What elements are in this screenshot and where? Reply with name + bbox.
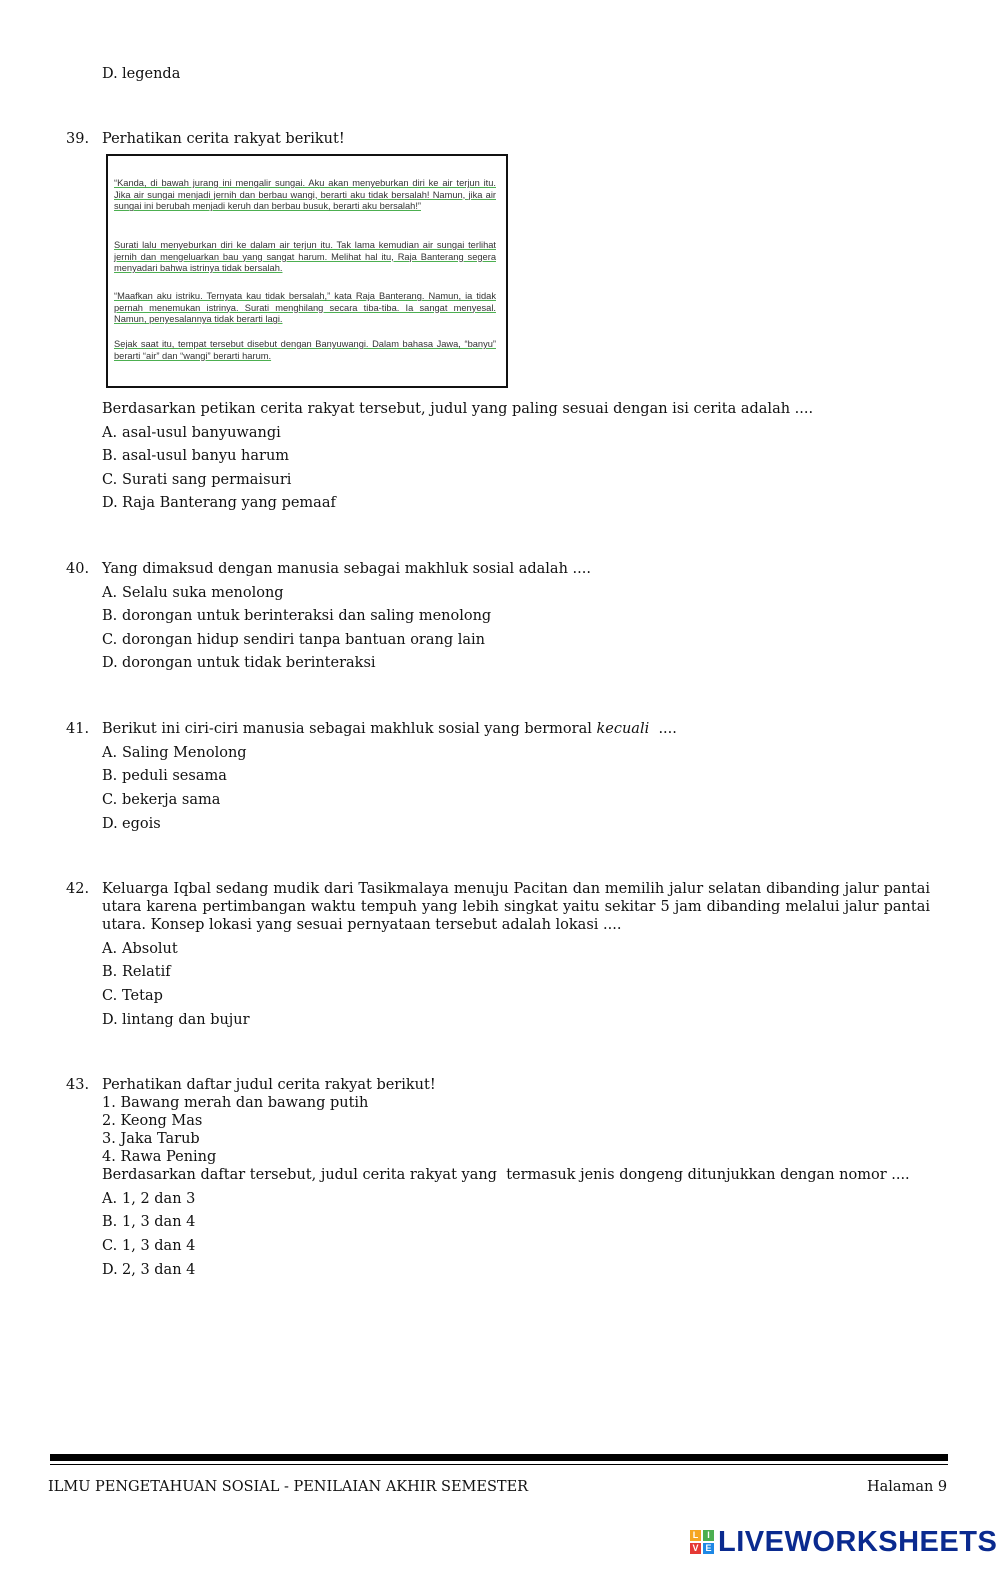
- footer-divider-thin: [50, 1464, 948, 1465]
- q43-list-item: 2. Keong Mas: [102, 1113, 203, 1129]
- q41-option-a[interactable]: A. Saling Menolong: [102, 745, 247, 761]
- q43-option-c[interactable]: C. 1, 3 dan 4: [102, 1238, 196, 1254]
- q43-option-a[interactable]: A. 1, 2 dan 3: [102, 1191, 196, 1207]
- q43-option-b[interactable]: B. 1, 3 dan 4: [102, 1214, 196, 1230]
- footer-subject: ILMU PENGETAHUAN SOSIAL - PENILAIAN AKHIR SEMESTER: [48, 1479, 529, 1495]
- q43-prompt: Perhatikan daftar judul cerita rakyat berikut!: [102, 1077, 436, 1093]
- logo-tile: V: [690, 1543, 701, 1554]
- q43-question: Berdasarkan daftar tersebut, judul cerita rakyat yang termasuk jenis dongeng ditunjukkan dengan nomor ....: [102, 1167, 910, 1183]
- q39-prompt: Perhatikan cerita rakyat berikut!: [102, 131, 345, 147]
- story-paragraph-1: “Kanda, di bawah jurang ini mengalir sungai. Aku akan menyeburkan diri ke air terjun itu. Jika air sungai menjadi jernih dan berbau wangi, berarti aku tidak bersalah! Namun, jika air sungai ini berubah menjadi keruh dan berbau busuk, berarti aku bersalah!”: [114, 178, 496, 212]
- logo-text: LIVEWORKSHEETS: [718, 1526, 998, 1558]
- q43-option-d[interactable]: D. 2, 3 dan 4: [102, 1262, 196, 1278]
- footer-divider-thick: [50, 1454, 948, 1461]
- q41-option-c[interactable]: C. bekerja sama: [102, 792, 221, 808]
- q42-option-c[interactable]: C. Tetap: [102, 988, 163, 1004]
- q42-option-d[interactable]: D. lintang dan bujur: [102, 1012, 250, 1028]
- q39-option-b[interactable]: B. asal-usul banyu harum: [102, 448, 290, 464]
- logo-tile: L: [690, 1530, 701, 1541]
- story-paragraph-3: “Maafkan aku istriku. Ternyata kau tidak bersalah,” kata Raja Banterang. Namun, ia tidak pernah menemukan istrinya. Surati menghilang secara tiba-tiba. Ia sangat menyesal. Namun, penyesalannya tidak berarti lagi.: [114, 291, 496, 325]
- logo-tiles-icon: [690, 1530, 714, 1554]
- q41-option-d[interactable]: D. egois: [102, 816, 161, 832]
- q42-option-a[interactable]: A. Absolut: [102, 941, 178, 957]
- q43-list-item: 1. Bawang merah dan bawang putih: [102, 1095, 369, 1111]
- q40-number: 40.: [66, 561, 90, 577]
- story-paragraph-2: Surati lalu menyeburkan diri ke dalam air terjun itu. Tak lama kemudian air sungai terlihat jernih dan mengeluarkan bau yang sangat harum. Melihat hal itu, Raja Banterang segera menyadari bahwa istrinya tidak bersalah.: [114, 240, 496, 274]
- prev-option-d[interactable]: D. legenda: [102, 66, 181, 82]
- story-paragraph-4: Sejak saat itu, tempat tersebut disebut dengan Banyuwangi. Dalam bahasa Jawa, “banyu” berarti “air” dan “wangi” berarti harum.: [114, 339, 496, 361]
- q42-option-b[interactable]: B. Relatif: [102, 964, 171, 980]
- q39-number: 39.: [66, 131, 90, 147]
- q43-number: 43.: [66, 1077, 90, 1093]
- q40-option-d[interactable]: D. dorongan untuk tidak berinteraksi: [102, 655, 376, 671]
- footer-page-number: Halaman 9: [867, 1479, 948, 1495]
- q40-prompt: Yang dimaksud dengan manusia sebagai makhluk sosial adalah ....: [102, 561, 591, 577]
- q41-prompt: Berikut ini ciri-ciri manusia sebagai makhluk sosial yang bermoral kecuali ....: [102, 721, 677, 737]
- logo-tile: I: [703, 1530, 714, 1541]
- q42-prompt: Keluarga Iqbal sedang mudik dari Tasikmalaya menuju Pacitan dan memilih jalur selatan dibanding jalur pantai utara karena pertimbangan waktu tempuh yang lebih singkat yaitu sekitar 5 jam dibanding melalui jalur pantai utara. Konsep lokasi yang sesuai pernyataan tersebut adalah lokasi ....: [102, 881, 930, 933]
- q40-option-b[interactable]: B. dorongan untuk berinteraksi dan saling menolong: [102, 608, 492, 624]
- q39-option-d[interactable]: D. Raja Banterang yang pemaaf: [102, 495, 336, 511]
- q43-list-item: 3. Jaka Tarub: [102, 1131, 200, 1147]
- q39-option-a[interactable]: A. asal-usul banyuwangi: [102, 425, 281, 441]
- q41-option-b[interactable]: B. peduli sesama: [102, 768, 227, 784]
- q40-option-a[interactable]: A. Selalu suka menolong: [102, 585, 284, 601]
- q39-option-c[interactable]: C. Surati sang permaisuri: [102, 472, 292, 488]
- q42-number: 42.: [66, 881, 90, 897]
- q41-number: 41.: [66, 721, 90, 737]
- logo-tile: E: [703, 1543, 714, 1554]
- q43-list-item: 4. Rawa Pening: [102, 1149, 217, 1165]
- q39-question: Berdasarkan petikan cerita rakyat tersebut, judul yang paling sesuai dengan isi cerita adalah ....: [102, 401, 814, 417]
- q40-option-c[interactable]: C. dorongan hidup sendiri tanpa bantuan orang lain: [102, 632, 485, 648]
- q39-story-image: [106, 154, 508, 388]
- liveworksheets-logo[interactable]: [690, 1526, 997, 1558]
